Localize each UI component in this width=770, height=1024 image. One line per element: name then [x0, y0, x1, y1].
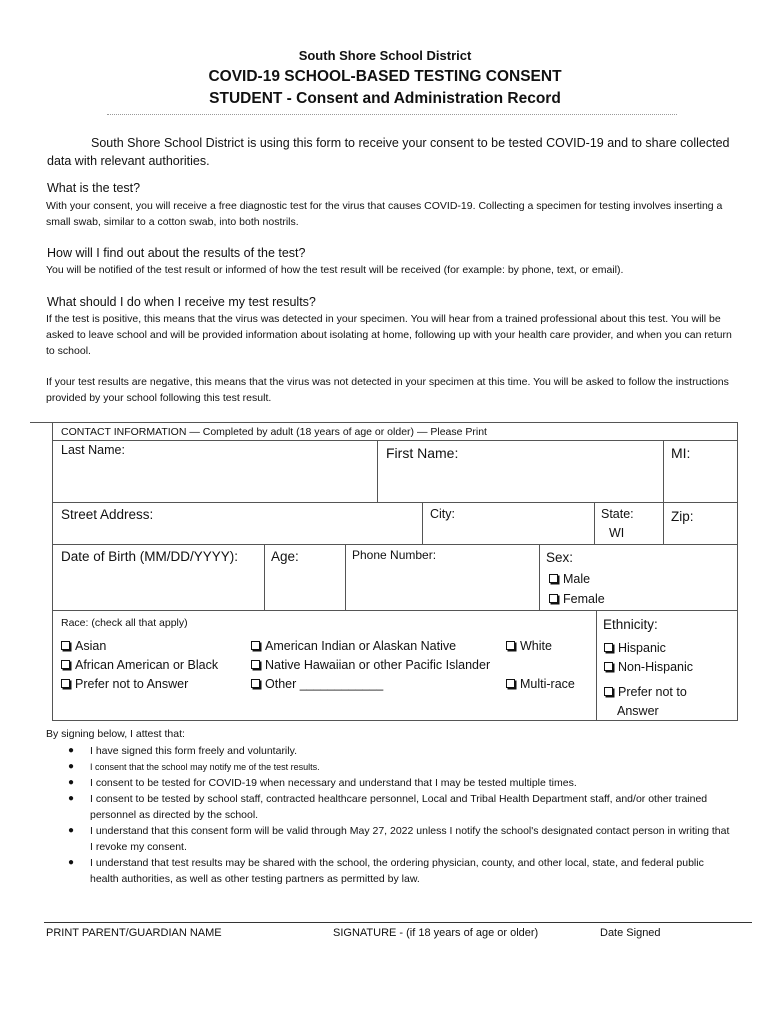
sex-option-female[interactable]: Female: [549, 592, 605, 606]
zip-field[interactable]: Zip:: [671, 509, 694, 524]
title-divider: [107, 114, 677, 115]
race-american-indian[interactable]: American Indian or Alaskan Native: [251, 639, 456, 653]
race-heading: Race: (check all that apply): [61, 617, 188, 629]
last-name-field[interactable]: Last Name:: [61, 443, 125, 457]
race-asian[interactable]: Asian: [61, 639, 106, 653]
bullet-icon: ●: [68, 857, 75, 868]
checkbox-icon[interactable]: [251, 660, 260, 669]
bullet-icon: ●: [68, 745, 75, 756]
attest-item: ● I understand that this consent form will be valid through May 27, 2022 unless I notify the school's designated contact person in writing that I revoke my consent.: [68, 825, 730, 853]
question-what-to-do: What should I do when I receive my test results?: [47, 295, 316, 309]
intro-paragraph: South Shore School District is using this form to receive your consent to be tested COVID-19 and to share collected data with relevant authorities.: [47, 136, 730, 168]
phone-field[interactable]: Phone Number:: [352, 548, 437, 562]
checkbox-icon[interactable]: [61, 660, 70, 669]
street-address-field[interactable]: Street Address:: [61, 507, 154, 522]
answer-negative: If your test results are negative, this means that the virus was not detected in your specimen at this time. You will be asked to follow the instructions provided by your school following this test result.: [46, 376, 729, 404]
district-name: South Shore School District: [298, 48, 472, 63]
signature-line[interactable]: [44, 922, 752, 923]
race-white[interactable]: White: [506, 639, 552, 653]
checkbox-icon[interactable]: [61, 679, 70, 688]
checkbox-icon[interactable]: [251, 641, 260, 650]
race-other[interactable]: Other ____________: [251, 677, 383, 691]
race-multi[interactable]: Multi-race: [506, 677, 575, 691]
checkbox-icon[interactable]: [604, 662, 613, 671]
answer-test: With your consent, you will receive a free diagnostic test for the virus that causes COVID-19. Collecting a specimen for testing involves inserting a small swab, similar to a cotton swab, into both nostrils.: [46, 200, 723, 228]
attest-item: ● I have signed this form freely and voluntarily.: [68, 745, 297, 757]
attest-list: [68, 743, 730, 887]
age-field[interactable]: Age:: [271, 549, 299, 564]
checkbox-icon[interactable]: [604, 643, 613, 652]
checkbox-icon[interactable]: [549, 594, 558, 603]
bullet-icon: ●: [68, 793, 75, 804]
form-subtitle: STUDENT - Consent and Administration Record: [209, 90, 561, 107]
question-test: What is the test?: [47, 181, 141, 195]
ethnicity-hispanic[interactable]: Hispanic: [604, 641, 666, 655]
race-native-hawaiian[interactable]: Native Hawaiian or other Pacific Islander: [251, 658, 490, 672]
race-prefer-not[interactable]: Prefer not to Answer: [61, 677, 188, 691]
first-name-field[interactable]: First Name:: [386, 445, 459, 461]
dob-field[interactable]: Date of Birth (MM/DD/YYYY):: [61, 549, 239, 564]
answer-results: You will be notified of the test result or informed of how the test result will be received (for example: by phone, text, or email).: [46, 264, 624, 276]
city-field[interactable]: City:: [430, 507, 455, 521]
contact-heading: CONTACT INFORMATION — Completed by adult (18 years of age or older) — Please Print: [61, 426, 487, 438]
signature-label: SIGNATURE - (if 18 years of age or older): [333, 927, 539, 939]
bullet-icon: ●: [68, 825, 75, 836]
state-value: WI: [609, 526, 625, 540]
mi-field[interactable]: MI:: [671, 445, 691, 461]
ethnicity-label: Ethnicity:: [603, 617, 658, 632]
ethnicity-non-hispanic[interactable]: Non-Hispanic: [604, 660, 693, 674]
attest-item: ● I understand that test results may be shared with the school, the ordering physician, county, and other local, state, and federal public health authorities, as well as other testing partners as permitted by law.: [68, 857, 704, 885]
form-title: COVID-19 SCHOOL-BASED TESTING CONSENT: [208, 68, 562, 85]
attest-heading: By signing below, I attest that:: [46, 728, 185, 740]
state-field[interactable]: State:: [601, 507, 634, 521]
race-african-american[interactable]: African American or Black: [61, 658, 218, 672]
guardian-name-label: PRINT PARENT/GUARDIAN NAME: [46, 927, 222, 939]
checkbox-icon[interactable]: [604, 687, 613, 696]
checkbox-icon[interactable]: [61, 641, 70, 650]
attest-item: ● I consent to be tested by school staff, contracted healthcare personnel, Local and Tribal Health Department staff, and/or other trained personnel as directed by the school.: [68, 793, 708, 821]
sex-option-male[interactable]: Male: [549, 572, 590, 586]
checkbox-icon[interactable]: [506, 679, 515, 688]
date-signed-label: Date Signed: [600, 927, 661, 939]
checkbox-icon[interactable]: [251, 679, 260, 688]
checkbox-icon[interactable]: [549, 574, 558, 583]
answer-positive: If the test is positive, this means that the virus was detected in your specimen. You will hear from a trained professional about this test. You will be asked to leave school and will be provided information about isolating at home, following up with your health care provider, and when you can return to school.: [46, 313, 732, 357]
bullet-icon: ●: [68, 761, 75, 772]
ethnicity-answer-label: Answer: [617, 704, 659, 718]
question-results: How will I find out about the results of the test?: [47, 246, 306, 260]
sex-label: Sex:: [546, 550, 574, 565]
checkbox-icon[interactable]: [506, 641, 515, 650]
ethnicity-prefer-not[interactable]: Prefer not to: [604, 685, 687, 699]
attest-item: ● I consent to be tested for COVID-19 when necessary and understand that I may be tested multiple times.: [68, 777, 577, 789]
attest-item: ● I consent that the school may notify me of the test results.: [90, 759, 730, 775]
bullet-icon: ●: [68, 777, 75, 788]
